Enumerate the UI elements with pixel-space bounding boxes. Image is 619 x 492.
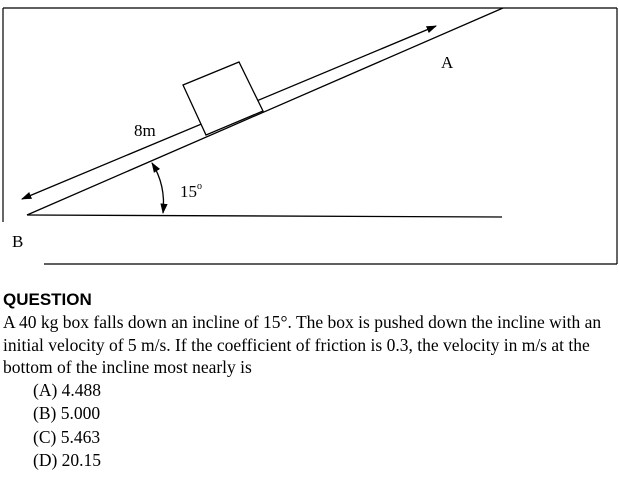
option-d: (D) 20.15 xyxy=(33,450,102,470)
box xyxy=(183,62,263,135)
incline-line xyxy=(27,8,503,215)
question-heading: QUESTION xyxy=(3,290,92,309)
option-c: (C) 5.463 xyxy=(33,426,101,447)
answer-options xyxy=(3,379,615,473)
question-text: A 40 kg box falls down an incline of 15°. The box is pushed down the incline with an initial velocity of 5 m/s. If the coefficient of friction is 0.3, the velocity in m/s at the bottom of the incline most nearly is xyxy=(3,312,602,377)
option-b: (B) 5.000 xyxy=(33,403,101,423)
angle-label xyxy=(180,181,202,201)
angle-value: 15 xyxy=(180,182,197,201)
length-label: 8m xyxy=(134,121,156,140)
label-a: A xyxy=(441,53,454,72)
option-a: (A) 4.488 xyxy=(33,379,102,400)
label-b: B xyxy=(12,232,24,251)
angle-arc xyxy=(152,163,164,213)
figure-frame xyxy=(3,8,617,264)
ground-line xyxy=(27,215,502,217)
question-block xyxy=(3,289,615,473)
angle-degree-mark: o xyxy=(197,181,202,192)
